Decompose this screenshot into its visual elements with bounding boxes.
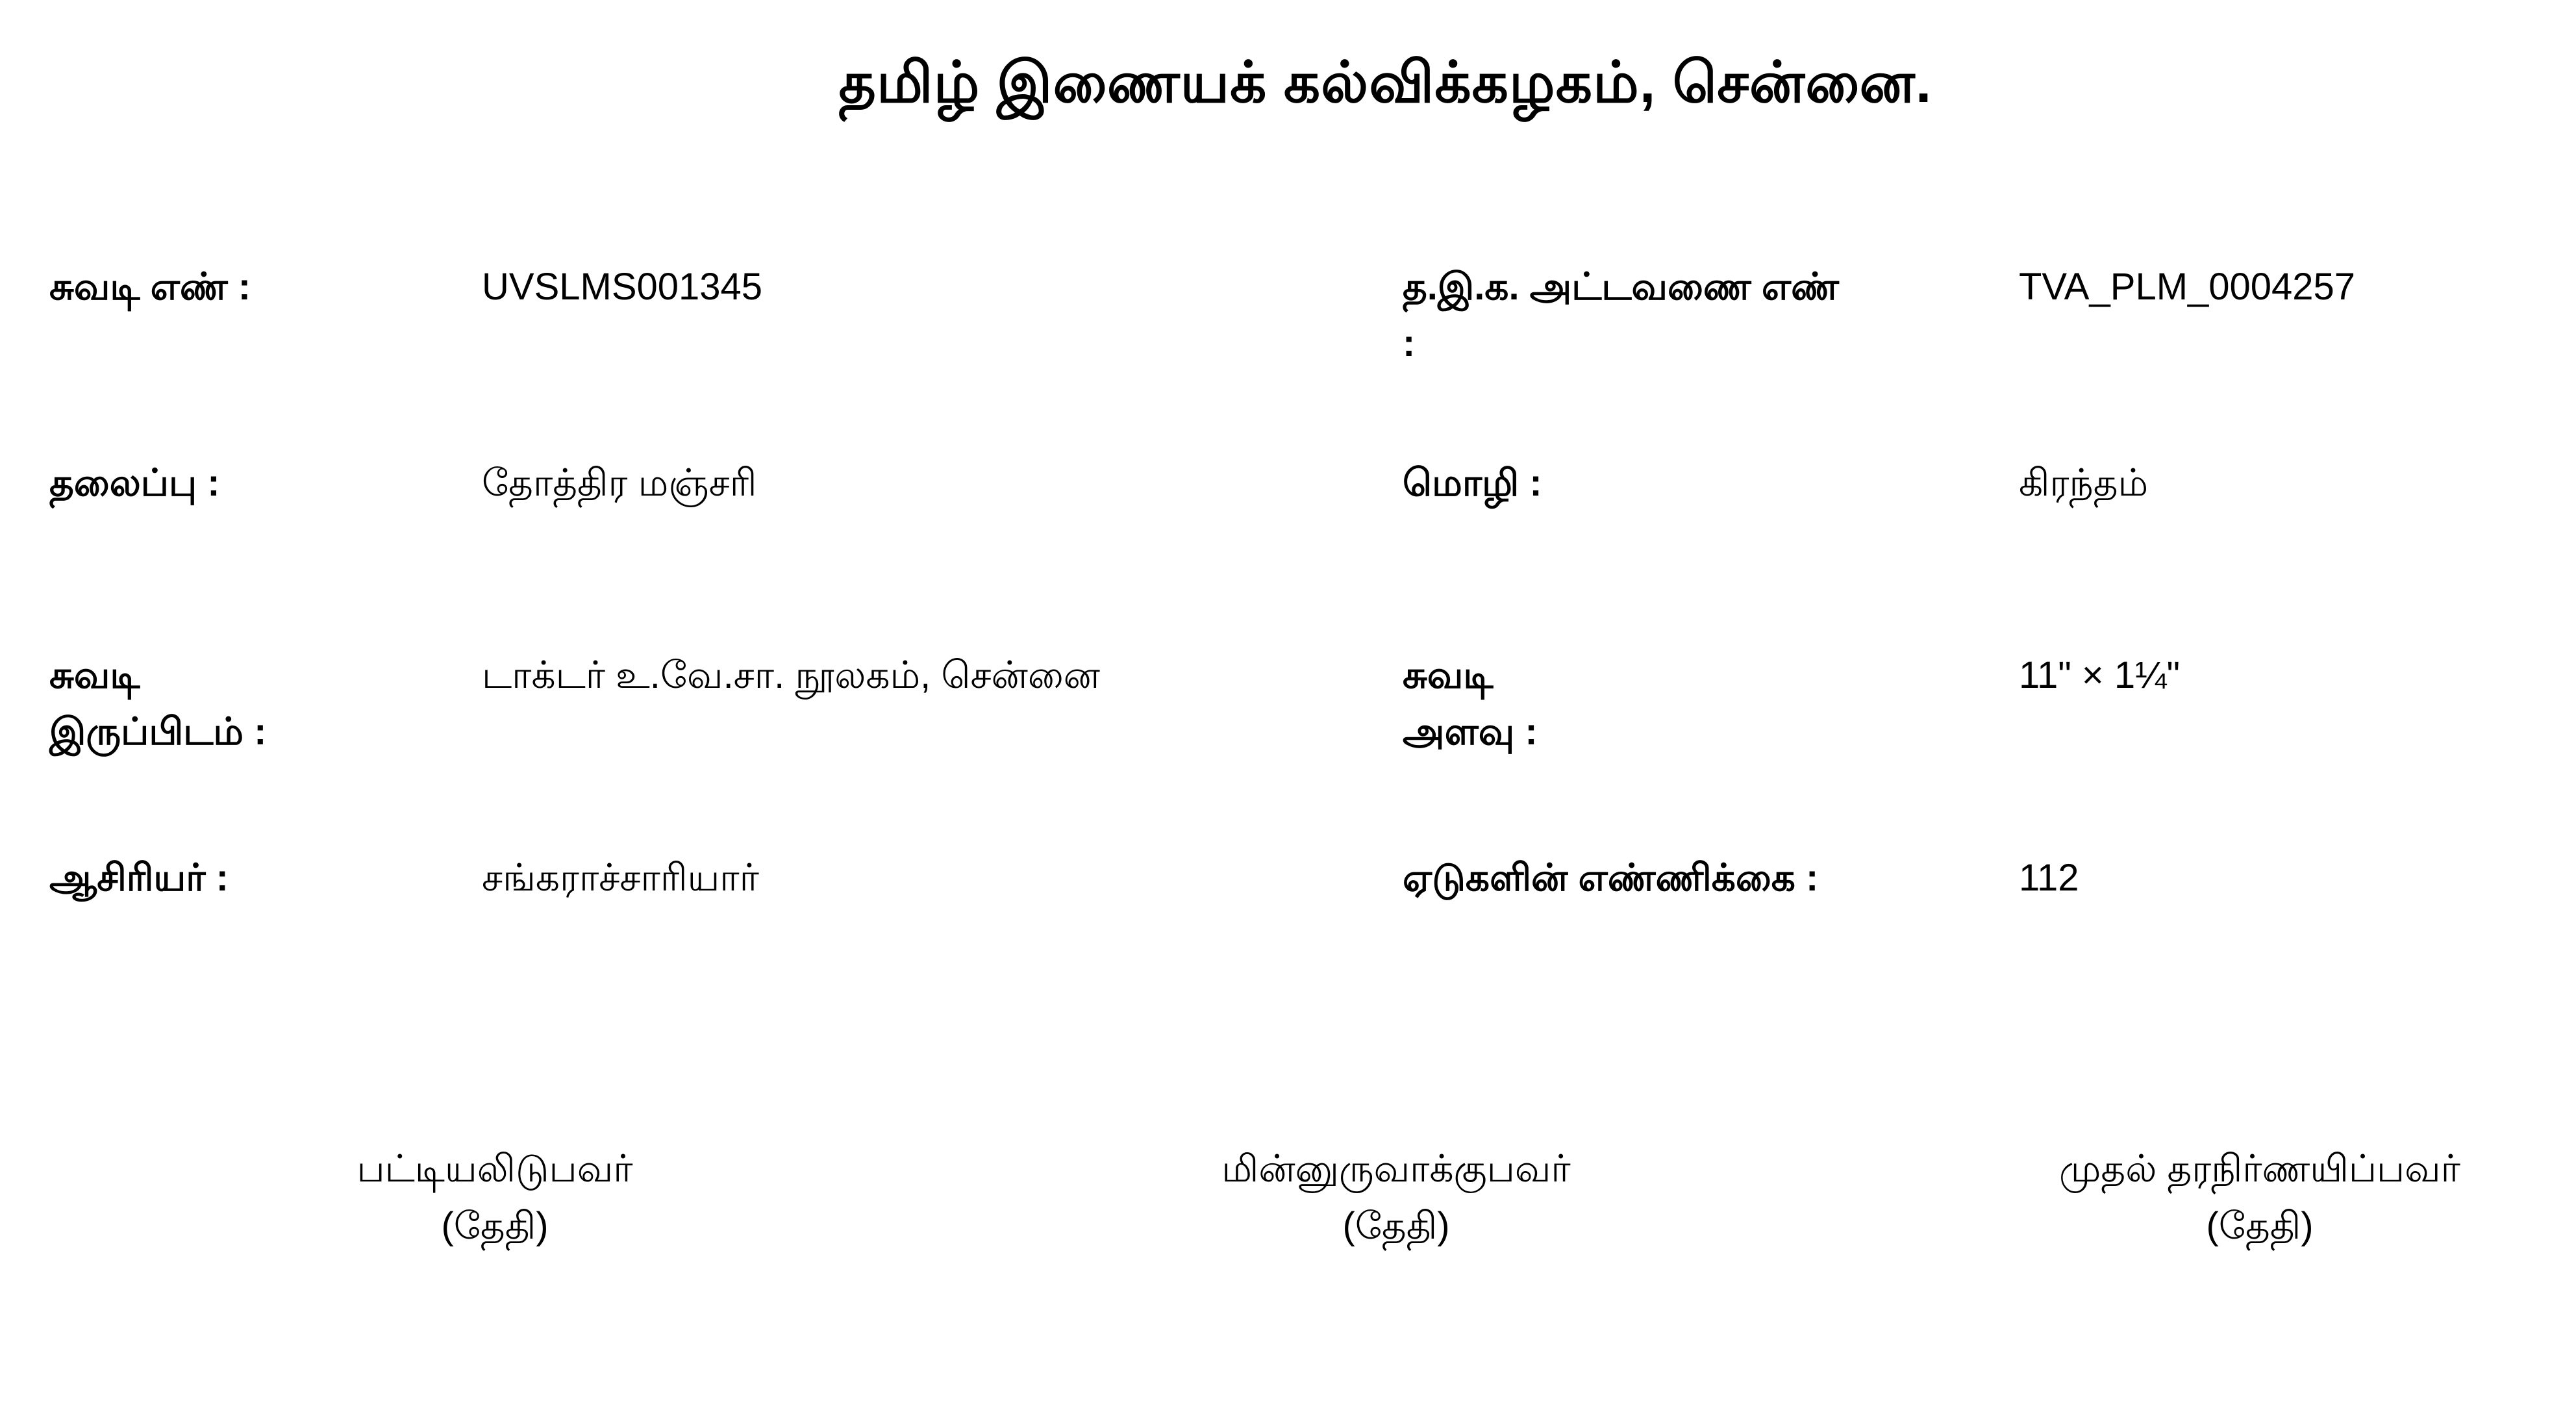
language-value-text: கிரந்தம் xyxy=(2019,462,2149,504)
cataloguer-date-label: (தேதி) xyxy=(441,1205,549,1248)
language-value xyxy=(2019,455,2534,511)
first-quality-assessor-role-label: முதல் தரநிர்ணயிப்பவர் xyxy=(2059,1148,2460,1190)
signature-block-first-quality-assessor xyxy=(2059,1141,2460,1255)
page-title: தமிழ் இணையக் கல்விக்கழகம், சென்னை. xyxy=(838,50,1932,114)
manuscript-size-value xyxy=(2019,647,2534,703)
manuscript-size-value-text: 11" × 1¼" xyxy=(2019,654,2181,696)
manuscript-size-label-line2: அளவு : xyxy=(1403,711,1538,753)
signature-block-cataloguer xyxy=(356,1141,632,1255)
language-label-text: மொழி : xyxy=(1403,462,1542,504)
manuscript-location-label xyxy=(49,647,482,760)
title-field-value xyxy=(482,455,1403,511)
title-field-label xyxy=(49,455,482,511)
leaf-count-label-text: ஏடுகளின் எண்ணிக்கை : xyxy=(1403,857,1819,899)
manuscript-location-label-line2: இருப்பிடம் : xyxy=(49,711,267,753)
title-field-value-text: தோத்திர மஞ்சரி xyxy=(482,462,757,504)
cataloguer-role-label: பட்டியலிடுபவர் xyxy=(356,1148,633,1190)
tva-catalogue-number-value-text: TVA_PLM_0004257 xyxy=(2019,266,2356,308)
first-quality-assessor-date-label: (தேதி) xyxy=(2206,1205,2314,1248)
leaf-count-label xyxy=(1403,850,2019,906)
author-value-text: சங்கராச்சாரியார் xyxy=(482,857,759,899)
manuscript-number-value-text: UVSLMS001345 xyxy=(482,266,763,308)
manuscript-size-label-line1: சுவடி xyxy=(1403,654,1494,696)
manuscript-location-label-line1: சுவடி xyxy=(49,654,140,696)
digitizer-date-label: (தேதி) xyxy=(1342,1205,1450,1248)
author-label-text: ஆசிரியர் : xyxy=(49,857,229,899)
manuscript-number-label-text: சுவடி எண் : xyxy=(49,266,251,308)
manuscript-location-value-text: டாக்டர் உ.வே.சா. நூலகம், சென்னை xyxy=(482,654,1100,696)
manuscript-number-value xyxy=(482,259,1403,315)
leaf-count-value-text: 112 xyxy=(2019,857,2079,899)
tva-catalogue-number-label xyxy=(1403,259,2019,372)
title-field-label-text: தலைப்பு : xyxy=(49,462,220,504)
author-value xyxy=(482,850,1403,906)
language-label xyxy=(1403,455,2019,511)
tva-catalogue-number-label-line2: : xyxy=(1403,322,1416,364)
manuscript-size-label xyxy=(1403,647,2019,760)
manuscript-location-value xyxy=(482,647,1403,703)
signature-block-digitizer xyxy=(1221,1141,1570,1255)
manuscript-number-label xyxy=(49,259,482,315)
catalogue-fields xyxy=(49,259,2534,906)
tva-catalogue-number-label-line1: த.இ.க. அட்டவணை எண் xyxy=(1403,266,1839,308)
digitizer-role-label: மின்னுருவாக்குபவர் xyxy=(1221,1148,1571,1190)
author-label xyxy=(49,850,482,906)
leaf-count-value xyxy=(2019,850,2534,906)
tva-catalogue-number-value xyxy=(2019,259,2534,315)
